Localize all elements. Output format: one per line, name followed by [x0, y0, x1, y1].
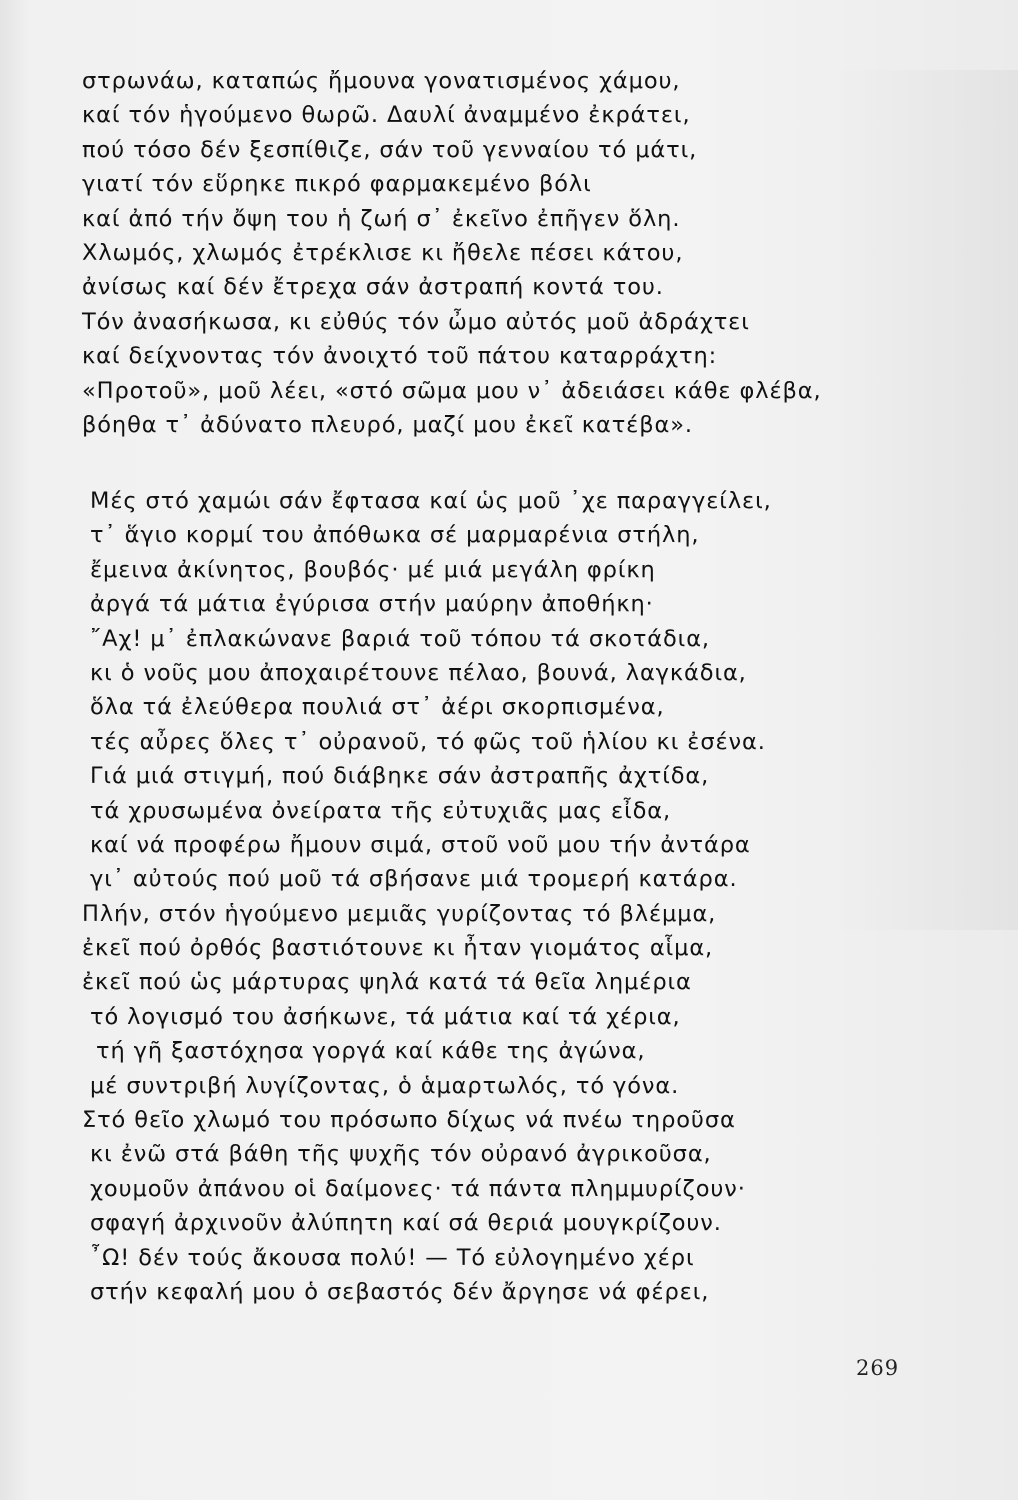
- poem-line: τές αὖρες ὅλες τ᾿ οὐρανοῦ, τό φῶς τοῦ ἡλίου κι ἐσένα.: [90, 728, 766, 755]
- poem-line: καί ἀπό τήν ὄψη του ἡ ζωή σ᾿ ἐκεῖνο ἐπῆγεν ὅλη.: [82, 205, 681, 232]
- stanza-first: [82, 64, 822, 442]
- poem-line: ἐκεῖ πού ὀρθός βαστιότουνε κι ἦταν γιομάτος αἷμα,: [82, 935, 714, 962]
- poem-line: Στό θεῖο χλωμό του πρόσωπο δίχως νά πνέω τηροῦσα: [82, 1107, 736, 1134]
- poem-line: χουμοῦν ἀπάνου οἱ δαίμονες· τά πάντα πλημμυρίζουν·: [90, 1175, 746, 1202]
- poem-line: γιατί τόν εὕρηκε πικρό φαρμακεμένο βόλι: [82, 171, 592, 198]
- poem-line: πού τόσο δέν ξεσπίθιζε, σάν τοῦ γενναίου τό μάτι,: [82, 136, 698, 163]
- poem-line: ὅλα τά ἐλεύθερα πουλιά στ᾿ ἀέρι σκορπισμένα,: [90, 694, 665, 721]
- poem-line: Τόν ἀνασήκωσα, κι εὐθύς τόν ὦμο αὐτός μοῦ ἀδράχτει: [82, 308, 750, 335]
- poem-line: ῎Αχ! μ᾿ ἐπλακώνανε βαριά τοῦ τόπου τά σκοτάδια,: [90, 625, 710, 652]
- poem-line: τό λογισμό του ἀσήκωνε, τά μάτια καί τά χέρια,: [90, 1003, 681, 1030]
- poem-line: ἐκεῖ πού ὡς μάρτυρας ψηλά κατά τά θεῖα λημέρια: [82, 969, 692, 996]
- stanza-second: [82, 484, 772, 1309]
- page-number: 269: [856, 1356, 900, 1380]
- poem-line: σφαγή ἀρχινοῦν ἀλύπητη καί σά θεριά μουγκρίζουν.: [90, 1210, 722, 1237]
- poem-line: καί νά προφέρω ἤμουν σιμά, στοῦ νοῦ μου τήν ἀντάρα: [90, 831, 751, 858]
- poem-line: τ᾿ ἅγιο κορμί του ἀπόθωκα σέ μαρμαρένια στήλη,: [90, 522, 700, 549]
- poem-line: καί δείχνοντας τόν ἀνοιχτό τοῦ πάτου καταρράχτη:: [82, 343, 718, 370]
- poem-line: στήν κεφαλή μου ὁ σεβαστός δέν ἄργησε νά φέρει,: [90, 1278, 710, 1305]
- poem-line: τή γῆ ξαστόχησα γοργά καί κάθε της ἀγώνα,: [96, 1038, 646, 1065]
- poem-line: κι ἐνῶ στά βάθη τῆς ψυχῆς τόν οὐρανό ἀγρικοῦσα,: [90, 1141, 712, 1168]
- poem-line: ἀργά τά μάτια ἐγύρισα στήν μαύρην ἀποθήκη·: [90, 591, 654, 618]
- poem-line: τά χρυσωμένα ὀνείρατα τῆς εὐτυχιᾶς μας εἶδα,: [90, 797, 672, 824]
- poem-line: γι᾿ αὐτούς πού μοῦ τά σβήσανε μιά τρομερή κατάρα.: [90, 866, 738, 893]
- poem-line: Χλωμός, χλωμός ἐτρέκλισε κι ἤθελε πέσει κάτου,: [82, 239, 684, 266]
- poem-line: ἔμεινα ἀκίνητος, βουβός· μέ μιά μεγάλη φρίκη: [90, 556, 656, 583]
- poem-line: ἀνίσως καί δέν ἔτρεχα σάν ἀστραπή κοντά του.: [82, 274, 664, 301]
- show-through-shadow: [830, 70, 1018, 930]
- poem-line: καί τόν ἡγούμενο θωρῶ. Δαυλί ἀναμμένο ἐκράτει,: [82, 102, 691, 129]
- poem-line: μέ συντριβή λυγίζοντας, ὁ ἁμαρτωλός, τό γόνα.: [90, 1072, 680, 1099]
- poem-line: «Προτοῦ», μοῦ λέει, «στό σῶμα μου ν᾿ ἀδειάσει κάθε φλέβα,: [82, 377, 822, 404]
- poem-line: βόηθα τ᾿ ἀδύνατο πλευρό, μαζί μου ἐκεῖ κατέβα».: [82, 411, 693, 438]
- poem-line: Πλήν, στόν ἡγούμενο μεμιᾶς γυρίζοντας τό βλέμμα,: [82, 900, 717, 927]
- poem-line: στρωνάω, καταπώς ἤμουνα γονατισμένος χάμου,: [82, 68, 681, 94]
- poem-line: ῏Ω! δέν τούς ἄκουσα πολύ! — Τό εὐλογημένο χέρι: [90, 1244, 695, 1271]
- poem-line: Γιά μιά στιγμή, πού διάβηκε σάν ἀστραπῆς ἀχτίδα,: [90, 763, 710, 790]
- poem-line: κι ὁ νοῦς μου ἀποχαιρέτουνε πέλαο, βουνά, λαγκάδια,: [90, 659, 747, 686]
- poem-line: Μές στό χαμώι σάν ἔφτασα καί ὡς μοῦ ᾿χε παραγγείλει,: [90, 488, 772, 514]
